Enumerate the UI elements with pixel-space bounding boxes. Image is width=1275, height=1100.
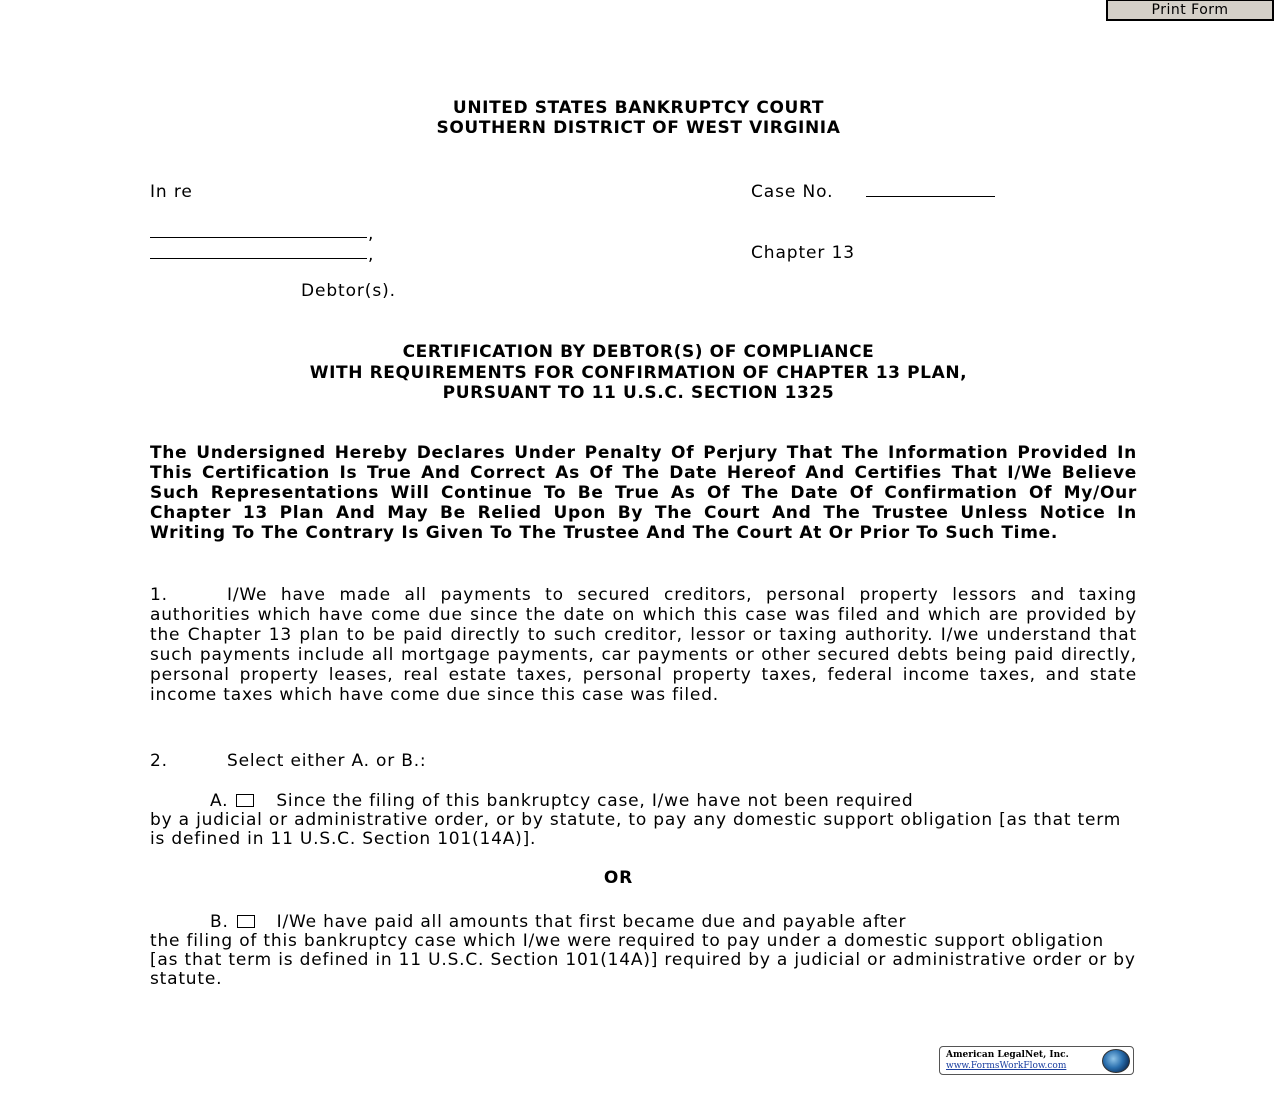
option-a-letter: A. xyxy=(210,791,229,811)
title-line-1: CERTIFICATION BY DEBTOR(S) OF COMPLIANCE xyxy=(402,342,875,362)
option-b xyxy=(150,913,1137,989)
debtor-name-field-2[interactable] xyxy=(150,258,367,259)
option-a-line1: Since the filing of this bankruptcy case, I/we have not been required xyxy=(276,791,914,811)
option-b-checkbox[interactable] xyxy=(237,915,255,928)
comma-1: , xyxy=(368,224,375,244)
court-district: SOUTHERN DISTRICT OF WEST VIRGINIA xyxy=(436,118,841,138)
american-legalnet-logo[interactable] xyxy=(939,1046,1134,1075)
option-a-checkbox[interactable] xyxy=(236,794,254,807)
debtors-label: Debtor(s). xyxy=(301,281,396,301)
logo-url-link[interactable]: www.FormsWorkFlow.com xyxy=(946,1061,1067,1071)
perjury-declaration: The Undersigned Hereby Declares Under Penalty Of Perjury That The Information Provided In This Certification Is True And Correct As Of The Date Hereof And Certifies That I/We Believe Such Representations Will Continue To Be True As Of The Date Of Confirmation Of My/Our Chapter 13 Plan And May Be Relied Upon By The Court And The Trustee Unless Notice In Writing To The Contrary Is Given To The Trustee And The Court At Or Prior To Such Time. xyxy=(150,443,1137,543)
or-separator: OR xyxy=(603,868,634,888)
globe-icon xyxy=(1102,1049,1130,1073)
title-line-2: WITH REQUIREMENTS FOR CONFIRMATION OF CHAPTER 13 PLAN, xyxy=(309,362,968,383)
paragraph-1 xyxy=(150,585,1137,705)
paragraph-1-text: I/We have made all payments to secured creditors, personal property lessors and taxing authorities which have come due since the date on which this case was filed and which are provided by the Chapter 13 plan to be paid directly to such creditor, lessor or taxing authority. I/we understand that such payments include all mortgage payments, car payments or other secured debts being paid directly, personal property leases, real estate taxes, personal property taxes, federal income taxes, and state income taxes which have come due since this case was filed. xyxy=(150,585,1137,705)
paragraph-2-text: Select either A. or B.: xyxy=(227,751,427,771)
print-form-button[interactable]: Print Form xyxy=(1106,0,1274,21)
chapter-label: Chapter 13 xyxy=(751,243,856,263)
option-b-rest: the filing of this bankruptcy case which I/we were required to pay under a domestic support obligation [as that term is defined in 11 U.S.C. Section 101(14A)] required by a judicial or administrative order or by statute. xyxy=(150,931,1136,989)
comma-2: , xyxy=(368,245,375,265)
in-re-label: In re xyxy=(150,182,193,202)
option-a-rest: by a judicial or administrative order, or by statute, to pay any domestic support obligation [as that term is defined in 11 U.S.C. Section 101(14A)]. xyxy=(150,810,1122,849)
court-heading xyxy=(150,98,1127,138)
paragraph-2-number: 2. xyxy=(150,751,168,771)
debtor-name-field-1[interactable] xyxy=(150,237,367,238)
case-no-label: Case No. xyxy=(751,182,834,202)
paragraph-1-number: 1. xyxy=(150,585,168,605)
option-a xyxy=(150,792,1137,849)
title-line-3: PURSUANT TO 11 U.S.C. SECTION 1325 xyxy=(442,383,835,403)
case-number-field[interactable] xyxy=(866,196,995,197)
option-b-line1: I/We have paid all amounts that first became due and payable after xyxy=(276,912,907,932)
option-b-letter: B. xyxy=(210,912,229,932)
paragraph-2 xyxy=(150,751,1137,771)
document-title xyxy=(150,342,1127,404)
logo-company-name: American LegalNet, Inc. xyxy=(946,1050,1069,1060)
court-name: UNITED STATES BANKRUPTCY COURT xyxy=(452,98,825,118)
